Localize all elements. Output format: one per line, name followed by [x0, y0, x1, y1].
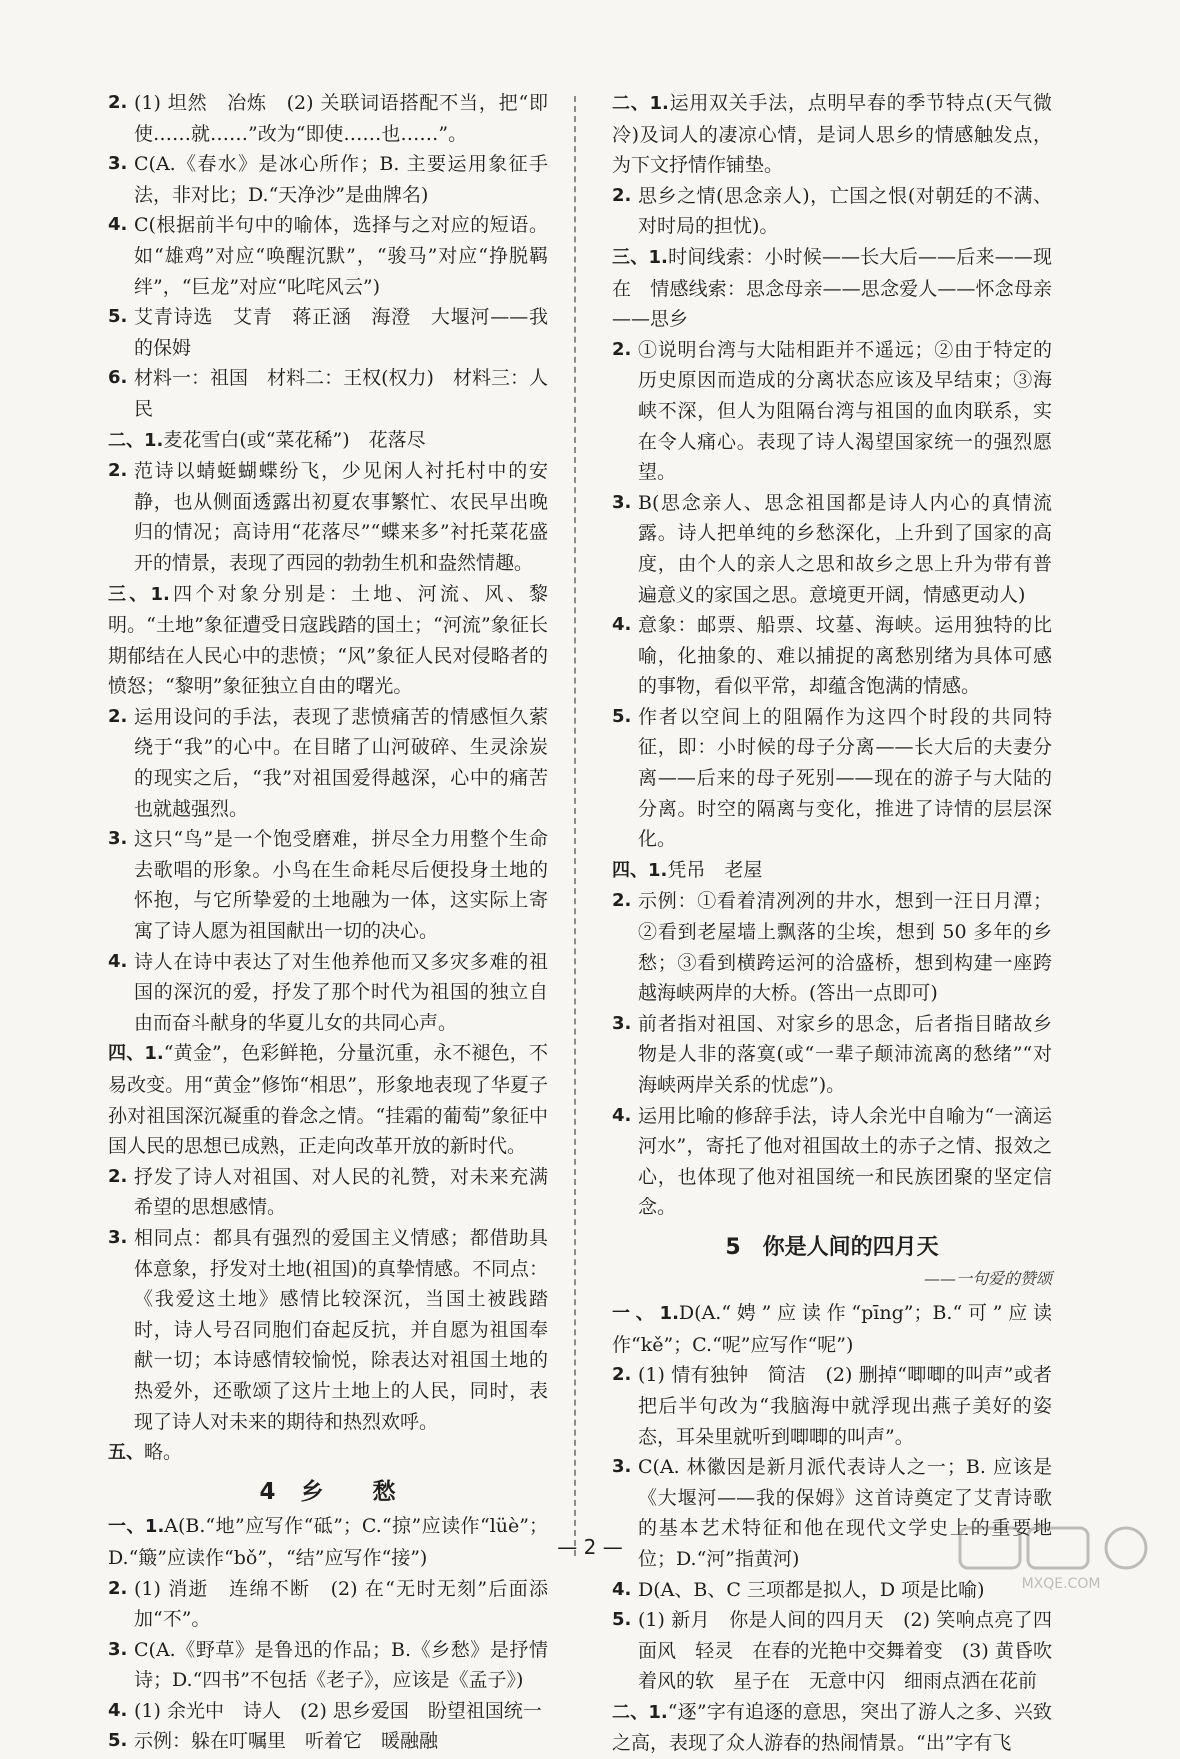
answer-number: 二、1.	[108, 429, 164, 451]
answer-text: “黄金”，色彩鲜艳，分量沉重，永不褪色，不易改变。用“黄金”修饰“相思”，形象地表现了华夏子孙对祖国深沉凝重的眷念之情。“挂霜的葡萄”象征中国人民的思想已成熟，正走向改革开放的新时代。	[108, 1042, 548, 1158]
answer-number: 3.	[612, 1456, 632, 1478]
answer-item	[612, 1101, 1052, 1223]
answer-text: (1) 消逝 连绵不断 (2) 在“无时无刻”后面添加“不”。	[134, 1577, 548, 1631]
answer-number: 一、1.	[612, 1303, 679, 1325]
answer-number: 5.	[612, 705, 632, 727]
answer-text: 这只“鸟”是一个饱受磨难，拼尽全力用整个生命去歌唱的形象。小鸟在生命耗尽后便投身土地的怀抱，与它所挚爱的土地融为一体，这实际上寄寓了诗人愿为祖国献出一切的决心。	[134, 828, 548, 943]
page-number: — 2 —	[557, 1535, 623, 1559]
answer-item	[108, 702, 548, 824]
answer-item	[108, 579, 548, 702]
answer-number: 4.	[108, 214, 128, 236]
answer-item	[108, 425, 548, 457]
answer-number: 2.	[612, 184, 632, 206]
answer-item	[108, 1635, 548, 1696]
answer-number: 二、1.	[612, 93, 669, 114]
answer-text: 相同点：都具有强烈的爱国主义情感；都借助具体意象，抒发对土地(祖国)的真挚情感。不同点：《我爱这土地》感情比较深沉，当国土被践踏时，诗人号召同胞们奋起反抗，并自愿为祖国奉献一切；本诗感情较愉悦，除表达对祖国土地的热爱外，还歌颂了这片土地上的人民，同时，表现了诗人对未来的期待和热烈欢呼。	[134, 1226, 548, 1433]
answer-item	[612, 855, 1052, 887]
answer-text: 诗人在诗中表达了对生他养他而又多灾多难的祖国的深沉的爱，抒发了那个时代为祖国的独立自由而奋斗献身的华夏儿女的共同心声。	[134, 950, 548, 1034]
right-column	[612, 88, 1052, 1759]
answer-text: (1) 情有独钟 简洁 (2) 删掉“唧唧的叫声”或者把后半句改为“我脑海中就浮现出燕子美好的姿态，耳朵里就听到唧唧的叫声”。	[638, 1364, 1052, 1448]
answer-item	[612, 1009, 1052, 1101]
answer-item	[108, 210, 548, 302]
answer-number: 5.	[108, 1730, 128, 1752]
answer-text: 运用双关手法，点明早春的季节特点(天气微冷)及词人的凄凉心情，是词人思乡的情感触发点，为下文抒情作铺垫。	[612, 92, 1052, 177]
answer-number: 2.	[108, 460, 128, 482]
answer-text: 四个对象分别是：土地、河流、风、黎明。“土地”象征遭受日寇践踏的国土；“河流”象征长期郁结在人民心中的悲愤；“风”象征人民对侵略者的愤怒；“黎明”象征独立自由的曙光。	[108, 582, 548, 698]
answer-number: 4.	[108, 1699, 128, 1721]
answer-text: A(B.“地”应写作“砥”；C.“掠”应读作“lüè”；D.“簸”应读作“bǒ”，“结”应写作“接”)	[108, 1515, 548, 1569]
watermark-text: MXQE.COM	[1021, 1576, 1101, 1592]
answer-item	[108, 149, 548, 210]
section-title: 4 乡 愁	[259, 1478, 397, 1505]
answer-number: 三、1.	[612, 246, 668, 268]
section-subtitle: ——一句爱的赞颂	[923, 1268, 1052, 1288]
answer-text: 略。	[144, 1441, 183, 1464]
answer-text: C(根据前半句中的喻体，选择与之对应的短语。如“雄鸡”对应“唤醒沉默”，“骏马”对应“挣脱羁绊”，“巨龙”对应“叱咤风云”)	[134, 214, 548, 298]
section-title: 5 你是人间的四月天	[725, 1234, 939, 1260]
answer-item	[108, 1726, 548, 1757]
answer-text: 前者指对祖国、对家乡的思念，后者指目睹故乡物是人非的落寞(或“一辈子颠沛流离的愁绪”“对海峡两岸关系的忧虑”)。	[638, 1012, 1052, 1096]
answer-item	[108, 302, 548, 363]
answer-number: 3.	[612, 1012, 632, 1034]
answer-text: 示例：①看着清冽冽的井水，想到一汪日月潭；②看到老屋墙上飘落的尘埃，想到 50 多年的乡愁；③看到横跨运河的洽盛桥，想到构建一座跨越海峡两岸的大桥。(答出一点即可)	[638, 890, 1052, 1005]
answer-text: 时间线索：小时候——长大后——后来——现在 情感线索：思念母亲——思念爱人——怀念母亲——思乡	[612, 245, 1052, 331]
answer-item	[612, 610, 1052, 702]
answer-item	[108, 88, 548, 149]
answer-text: 示例：躲在叮嘱里 听着它 暖融融	[134, 1730, 439, 1753]
answer-number: 4.	[612, 1578, 632, 1600]
answer-number: 三、1.	[108, 583, 170, 605]
answer-item	[108, 1162, 548, 1223]
answer-text: (1) 新月 你是人间的四月天 (2) 笑响点亮了四面风 轻灵 在春的光艳中交舞着变 (3) 黄昏吹着风的软 星子在 无意中闪 细雨点洒在花前	[638, 1609, 1052, 1693]
answer-number: 3.	[612, 491, 632, 513]
answer-item	[612, 335, 1052, 488]
answer-number: 3.	[108, 828, 128, 850]
answer-text: B(思念亲人、思念祖国都是诗人内心的真情流露。诗人把单纯的乡愁深化，上升到了国家的高度，由个人的亲人之思和故乡之思上升为带有普遍意义的家国之思。意境更开阔，情感更动人)	[638, 491, 1052, 606]
answer-number: 4.	[612, 614, 632, 636]
answer-number: 五、	[108, 1442, 144, 1464]
answer-item	[612, 702, 1052, 855]
answer-item	[108, 1437, 548, 1469]
answer-number: 2.	[108, 1577, 128, 1599]
answer-text: (1) 坦然 冶炼 (2) 关联词语搭配不当，把“即使……就……”改为“即使……也……”。	[134, 92, 548, 145]
answer-text: 抒发了诗人对祖国、对人民的礼赞，对未来充满希望的思想感情。	[134, 1165, 548, 1219]
watermark-logo	[956, 1524, 1166, 1594]
answer-number: 一、1.	[108, 1516, 165, 1538]
answer-text: 思乡之情(思念亲人)，亡国之恨(对朝廷的不满、对时局的担忧)。	[638, 184, 1052, 238]
answer-item	[108, 947, 548, 1039]
answer-text: 凭吊 老屋	[667, 858, 763, 881]
answer-number: 四、1.	[612, 859, 668, 881]
answer-text: D(A、B、C 三项都是拟人，D 项是比喻)	[638, 1578, 985, 1601]
answer-text: 范诗以蜻蜓蝴蝶纷飞，少见闲人衬托村中的安静，也从侧面透露出初夏农事繁忙、农民早出晚归的情况；高诗用“花落尽”“蝶来多”衬托菜花盛开的情景，表现了西园的勃勃生机和盎然情趣。	[134, 460, 548, 574]
answer-number: 二、1.	[612, 1701, 668, 1723]
answer-text: (1) 余光中 诗人 (2) 思乡爱国 盼望祖国统一	[134, 1699, 542, 1722]
answer-item	[108, 1038, 548, 1161]
answer-item	[612, 1298, 1052, 1360]
answer-number: 3.	[108, 1638, 128, 1660]
answer-item	[108, 1223, 548, 1437]
answer-item	[108, 363, 548, 424]
answer-number: 2.	[108, 705, 128, 727]
answer-number: 4.	[612, 1104, 632, 1126]
answer-number: 四、1.	[108, 1043, 164, 1065]
answer-number: 6.	[108, 367, 128, 389]
answer-text: C(A.《野草》是鲁迅的作品；B.《乡愁》是抒情诗；D.“四书”不包括《老子》，应该是《孟子》)	[134, 1638, 548, 1692]
answer-item	[108, 824, 548, 946]
answer-text: 运用设问的手法，表现了悲愤痛苦的情感恒久萦绕于“我”的心中。在目睹了山河破碎、生灵涂炭的现实之后，“我”对祖国爱得越深，心中的痛苦也就越强烈。	[134, 705, 548, 820]
answer-text: 作者以空间上的阻隔作为这四个时段的共同特征，即：小时候的母子分离——长大后的夫妻分离——后来的母子死别——现在的游子与大陆的分离。时空的隔离与变化，推进了诗情的层层深化。	[638, 705, 1052, 851]
answer-text: 意象：邮票、船票、坟墓、海峡。运用独特的比喻，化抽象的、难以捕捉的离愁别绪为具体可感的事物，看似平常，却蕴含饱满的情感。	[638, 614, 1052, 698]
answer-text: 材料一：祖国 材料二：王权(权力) 材料三：人民	[134, 367, 548, 420]
answer-item	[612, 1605, 1052, 1697]
answer-text: ①说明台湾与大陆相距并不遥远；②由于特定的历史原因而造成的分离状态应该及早结束；③海峡不深，但人为阻隔台湾与祖国的血肉联系，实在令人痛心。表现了诗人渴望国家统一的强烈愿望。	[638, 338, 1052, 484]
answer-text: C(A.《春水》是冰心所作；B. 主要运用象征手法，非对比；D.“天净沙”是曲牌名)	[134, 153, 548, 206]
answer-number: 5.	[108, 306, 128, 328]
answer-number: 5.	[612, 1609, 632, 1631]
answer-number: 4.	[108, 950, 128, 972]
answer-item	[612, 1360, 1052, 1452]
answer-text: 运用比喻的修辞手法，诗人余光中自喻为“一滴运河水”，寄托了他对祖国故土的赤子之情、报效之心，也体现了他对祖国统一和民族团聚的坚定信念。	[638, 1104, 1052, 1219]
answer-number: 2.	[612, 338, 632, 360]
column-divider	[574, 96, 576, 1556]
answer-item	[108, 1696, 548, 1727]
answer-number: 3.	[108, 1226, 128, 1248]
answer-number: 2.	[612, 890, 632, 912]
answer-item	[108, 456, 548, 578]
answer-number: 2.	[612, 1364, 632, 1386]
answer-text: “逐”字有追逐的意思，突出了游人之多、兴致之高，表现了众人游春的热闹情景。“出”字有飞	[612, 1700, 1052, 1755]
left-column	[108, 88, 548, 1757]
answer-item	[108, 1574, 548, 1635]
answer-item	[612, 488, 1052, 610]
answer-item	[612, 886, 1052, 1008]
answer-text: D(A.“娉”应读作“pīng”；B.“可”应读作“kě”；C.“呢”应写作“呢”)	[612, 1302, 1052, 1356]
answer-item	[108, 1511, 548, 1573]
answer-number: 2.	[108, 1165, 128, 1187]
answer-item	[612, 1697, 1052, 1759]
answer-item	[612, 181, 1052, 242]
answer-item	[612, 242, 1052, 335]
answer-text: 麦花雪白(或“菜花稀”) 花落尽	[163, 428, 426, 451]
answer-text: C(A. 林徽因是新月派代表诗人之一；B. 应该是《大堰河——我的保姆》这首诗奠定了艾青诗歌的基本艺术特征和他在现代文学史上的重要地位；D.“河”指黄河)	[638, 1456, 1052, 1570]
answer-number: 2.	[108, 92, 128, 113]
answer-item	[612, 88, 1052, 181]
answer-text: 艾青诗选 艾青 蒋正涵 海澄 大堰河——我的保姆	[134, 306, 548, 359]
answer-number: 3.	[108, 153, 128, 175]
